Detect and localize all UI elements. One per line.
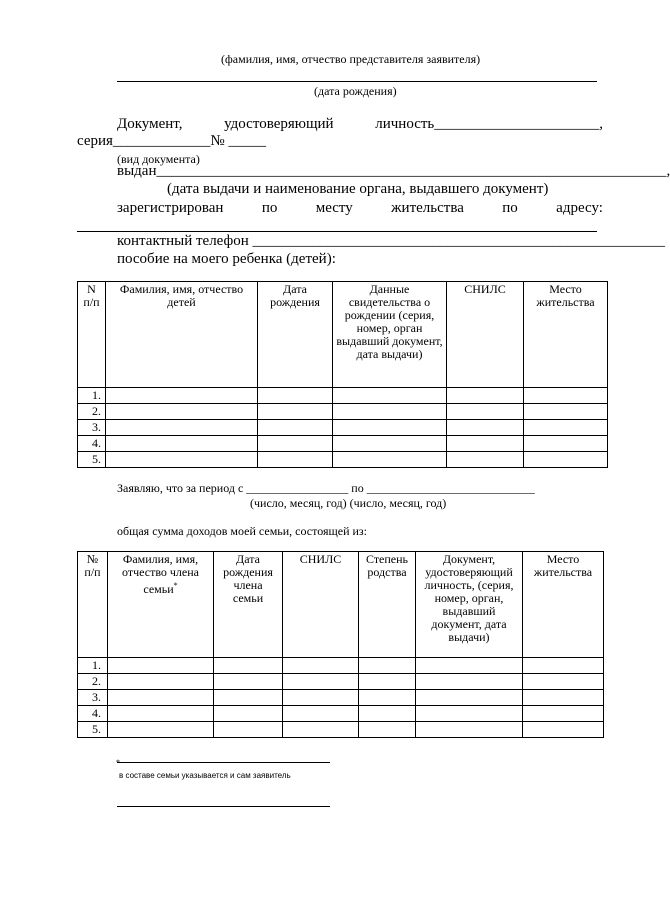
table-cell[interactable] — [106, 404, 258, 420]
table-row — [78, 452, 608, 468]
table-cell[interactable] — [258, 388, 333, 404]
family-col-name-label: Фамилия, имя, отчество члена семьи — [122, 552, 199, 596]
children-col-residence: Место жительства — [524, 282, 608, 388]
table-cell[interactable] — [283, 706, 359, 722]
row-number: 2. — [78, 674, 108, 690]
word-registered: зарегистрирован — [117, 200, 224, 216]
table-cell[interactable] — [283, 690, 359, 706]
table-cell[interactable] — [258, 420, 333, 436]
income-line: общая сумма доходов моей семьи, состоящей из: — [117, 524, 367, 538]
table-cell[interactable] — [214, 706, 283, 722]
table-cell[interactable] — [416, 658, 523, 674]
table-cell[interactable] — [447, 420, 524, 436]
row-number: 3. — [78, 420, 106, 436]
table-cell[interactable] — [333, 388, 447, 404]
footnote-marker: * — [173, 581, 178, 590]
table-cell[interactable] — [524, 452, 608, 468]
table-cell[interactable] — [258, 404, 333, 420]
table-cell[interactable] — [333, 452, 447, 468]
children-col-name: Фамилия, имя, отчество детей — [106, 282, 258, 388]
birth-date-caption: (дата рождения) — [314, 84, 397, 98]
table-cell[interactable] — [523, 690, 604, 706]
period-caption: (число, месяц, год) (число, месяц, год) — [250, 496, 447, 510]
children-col-number: N п/п — [78, 282, 106, 388]
row-number: 3. — [78, 690, 108, 706]
table-cell[interactable] — [333, 436, 447, 452]
table-cell[interactable] — [106, 452, 258, 468]
table-cell[interactable] — [108, 674, 214, 690]
table-cell[interactable] — [447, 452, 524, 468]
table-row — [78, 420, 608, 436]
table-cell[interactable] — [416, 674, 523, 690]
table-row — [78, 722, 604, 738]
table-cell[interactable] — [524, 436, 608, 452]
benefit-line: пособие на моего ребенка (детей): — [117, 251, 336, 267]
table-cell[interactable] — [359, 722, 416, 738]
word-address: адресу: — [556, 200, 603, 216]
table-cell[interactable] — [106, 436, 258, 452]
table-cell[interactable] — [523, 658, 604, 674]
issued-caption: (дата выдачи и наименование органа, выдавшего документ) — [167, 181, 549, 197]
word-place: месту — [315, 200, 353, 216]
family-table — [77, 551, 604, 738]
birth-date-line[interactable] — [117, 81, 597, 82]
document-type-caption: (вид документа) — [117, 152, 200, 166]
contact-phone-line: контактный телефон _______________________________________________________ — [117, 233, 666, 249]
table-cell[interactable] — [108, 690, 214, 706]
table-cell[interactable] — [283, 722, 359, 738]
table-cell[interactable] — [524, 404, 608, 420]
table-cell[interactable] — [214, 690, 283, 706]
table-cell[interactable] — [258, 436, 333, 452]
table-cell[interactable] — [333, 404, 447, 420]
table-cell[interactable] — [108, 722, 214, 738]
table-cell[interactable] — [106, 420, 258, 436]
address-blank-line[interactable] — [77, 231, 597, 232]
period-statement: Заявляю, что за период с _________________ по ____________________________ — [117, 481, 535, 495]
row-number: 4. — [78, 436, 106, 452]
children-col-certificate: Данные свидетельства о рождении (серия, номер, орган выдавший документ, дата выдачи) — [333, 282, 447, 388]
table-cell[interactable] — [108, 706, 214, 722]
table-cell[interactable] — [447, 388, 524, 404]
word-po-1: по — [261, 200, 278, 216]
table-cell[interactable] — [214, 722, 283, 738]
table-row — [78, 658, 604, 674]
table-cell[interactable] — [416, 690, 523, 706]
family-col-snils: СНИЛС — [283, 552, 359, 658]
family-col-name — [108, 552, 214, 658]
table-cell[interactable] — [416, 706, 523, 722]
table-cell[interactable] — [524, 388, 608, 404]
row-number: 4. — [78, 706, 108, 722]
children-col-snils: СНИЛС — [447, 282, 524, 388]
table-cell[interactable] — [333, 420, 447, 436]
table-cell[interactable] — [258, 452, 333, 468]
row-number: 2. — [78, 404, 106, 420]
row-number: 1. — [78, 658, 108, 674]
family-col-residence: Место жительства — [523, 552, 604, 658]
table-cell[interactable] — [106, 388, 258, 404]
table-row — [78, 674, 604, 690]
table-cell[interactable] — [523, 706, 604, 722]
table-cell[interactable] — [416, 722, 523, 738]
series-number-line: серия_____________№ _____ — [77, 133, 266, 149]
word-document: Документ, — [117, 116, 183, 132]
children-table — [77, 281, 608, 468]
word-certifying: удостоверяющий — [224, 116, 334, 132]
family-col-document: Документ, удостоверяющий личность, (серия, номер, орган, выдавший документ, дата выдачи) — [416, 552, 523, 658]
children-col-birthdate: Дата рождения — [258, 282, 333, 388]
footnote-separator — [117, 762, 330, 763]
word-residence: жительства — [391, 200, 464, 216]
children-table-header — [78, 282, 608, 388]
identity-document-line — [117, 116, 603, 133]
table-cell[interactable] — [108, 658, 214, 674]
representative-name-caption: (фамилия, имя, отчество представителя заявителя) — [221, 52, 481, 66]
footnote-text: в составе семьи указывается и сам заявитель — [119, 771, 291, 780]
family-col-number: № п/п — [78, 552, 108, 658]
table-row — [78, 690, 604, 706]
word-identity: личность______________________, — [375, 116, 603, 132]
table-row — [78, 436, 608, 452]
row-number: 5. — [78, 452, 106, 468]
table-cell[interactable] — [359, 706, 416, 722]
registered-address-line — [117, 200, 603, 217]
table-cell[interactable] — [524, 420, 608, 436]
word-po-2: по — [502, 200, 518, 216]
table-cell[interactable] — [283, 674, 359, 690]
row-number: 1. — [78, 388, 106, 404]
table-cell[interactable] — [447, 436, 524, 452]
table-cell[interactable] — [359, 690, 416, 706]
table-cell[interactable] — [359, 674, 416, 690]
footnote-mark: * — [116, 758, 120, 767]
table-row — [78, 706, 604, 722]
table-cell[interactable] — [523, 722, 604, 738]
table-cell[interactable] — [283, 658, 359, 674]
issued-by-line: выдан____________________________________________________________________, — [117, 163, 670, 179]
table-cell[interactable] — [214, 658, 283, 674]
row-number: 5. — [78, 722, 108, 738]
family-table-header — [78, 552, 604, 658]
table-row — [78, 404, 608, 420]
table-row — [78, 388, 608, 404]
signature-line[interactable] — [117, 806, 330, 807]
family-col-relation: Степень родства — [359, 552, 416, 658]
table-cell[interactable] — [359, 658, 416, 674]
table-cell[interactable] — [447, 404, 524, 420]
family-col-birthdate: Дата рождения члена семьи — [214, 552, 283, 658]
table-cell[interactable] — [523, 674, 604, 690]
table-cell[interactable] — [214, 674, 283, 690]
